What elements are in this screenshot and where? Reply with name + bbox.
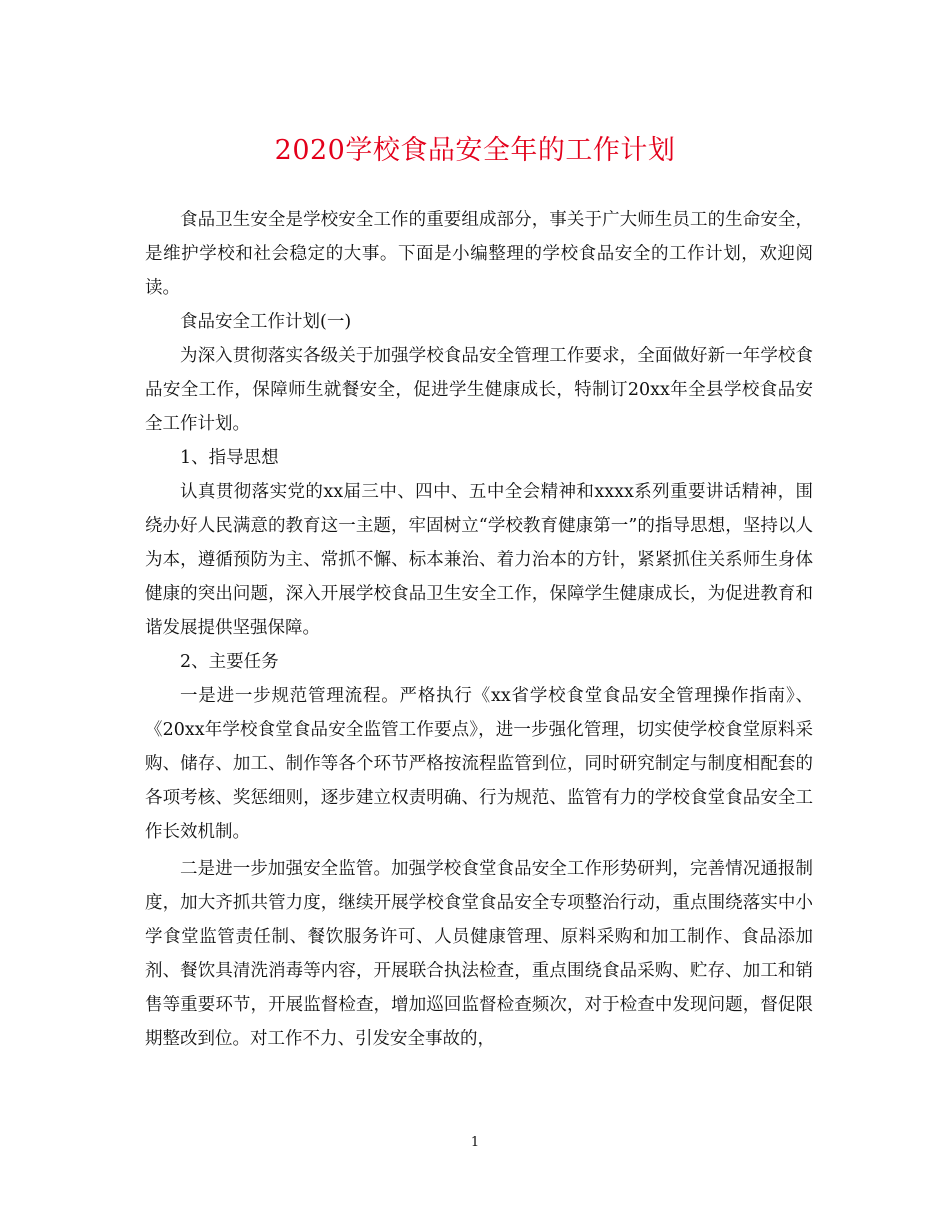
paragraph-task-two: 二是进一步加强安全监管。加强学校食堂食品安全工作形势研判，完善情况通报制度，加大齐抓共管力度，继续开展学校食堂食品安全专项整治行动，重点围绕落实中小学食堂监管责任制、餐饮服务许可、人员健康管理、原料采购和加工制作、食品添加剂、餐饮具清洗消毒等内容，开展联合执法检查，重点围绕食品采购、贮存、加工和销售等重要环节，开展监督检查，增加巡回监督检查频次，对于检查中发现问题，督促限期整改到位。对工作不力、引发安全事故的， (145, 859, 813, 1049)
section-heading-guiding-ideology: 1、指导思想 (180, 448, 279, 468)
paragraph-plan-purpose: 为深入贯彻落实各级关于加强学校食品安全管理工作要求，全面做好新一年学校食品安全工作，保障师生就餐安全，促进学生健康成长，特制订20xx年全县学校食品安全工作计划。 (145, 346, 813, 434)
section-heading-plan-one: 食品安全工作计划(一) (180, 312, 352, 332)
page-number: 1 (470, 1135, 480, 1150)
section-heading-main-tasks: 2、主要任务 (180, 652, 279, 672)
paragraph-task-one: 一是进一步规范管理流程。严格执行《xx省学校食堂食品安全管理操作指南》、《20xx年学校食堂食品安全监管工作要点》，进一步强化管理，切实使学校食堂原料采购、储存、加工、制作等各个环节严格按流程监管到位，同时研究制定与制度相配套的各项考核、奖惩细则，逐步建立权责明确、行为规范、监管有力的学校食堂食品安全工作长效机制。 (145, 686, 813, 842)
document-title: 2020学校食品安全年的工作计划 (274, 135, 676, 166)
document-body (145, 203, 813, 1056)
paragraph-intro: 食品卫生安全是学校安全工作的重要组成部分，事关于广大师生员工的生命安全，是维护学校和社会稳定的大事。下面是小编整理的学校食品安全的工作计划，欢迎阅读。 (145, 210, 813, 298)
paragraph-guiding-ideology: 认真贯彻落实党的xx届三中、四中、五中全会精神和xxxx系列重要讲话精神，围绕办好人民满意的教育这一主题，牢固树立“学校教育健康第一”的指导思想，坚持以人为本，遵循预防为主、常抓不懈、标本兼治、着力治本的方针，紧紧抓住关系师生身体健康的突出问题，深入开展学校食品卫生安全工作，保障学生健康成长，为促进教育和谐发展提供坚强保障。 (145, 482, 813, 638)
